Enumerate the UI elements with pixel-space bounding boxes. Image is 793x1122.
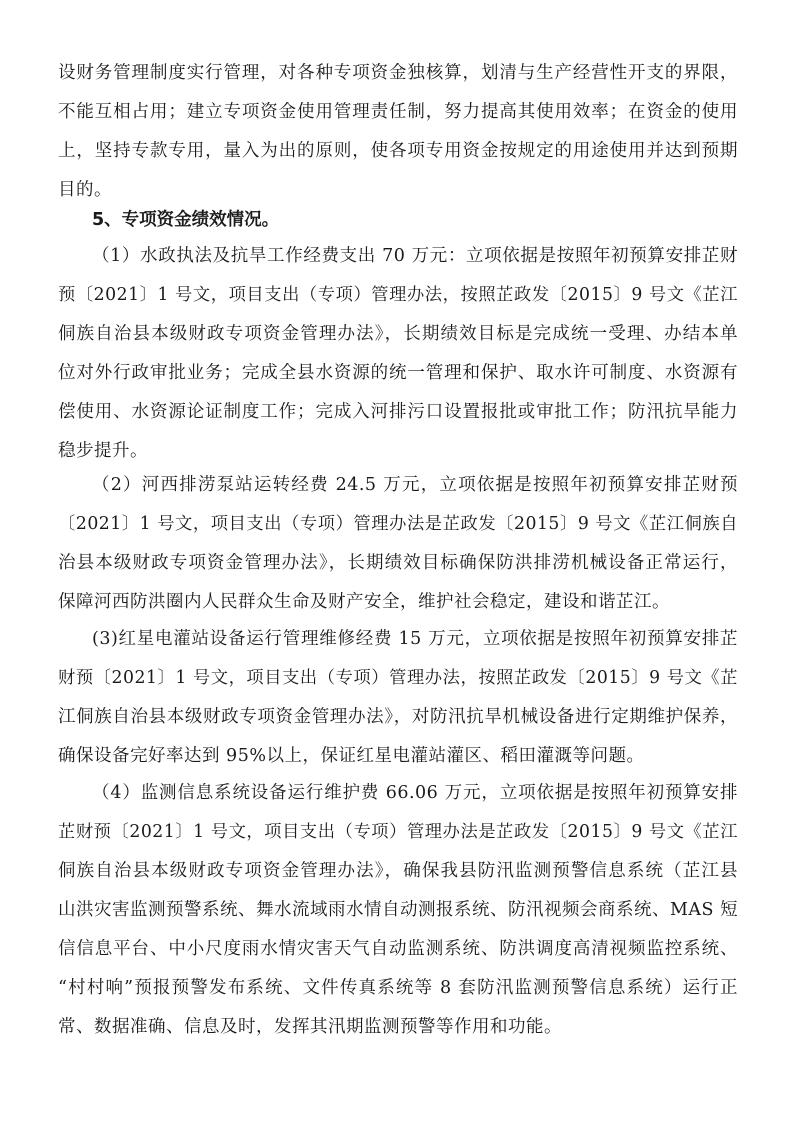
intro-line-2: 不能互相占用；建立专项资金使用管理责任制，努力提高其使用效率；在资金的使用	[58, 102, 738, 122]
para2-line-2: 〔2021〕1 号文，项目支出（专项）管理办法是芷政发〔2015〕9 号文《芷江侗族自	[58, 514, 738, 534]
para4-line-5: 信信息平台、中小尺度雨水情灾害天气自动监测系统、防洪调度高清视频监控系统、	[58, 939, 738, 959]
para2-line-4: 保障河西防洪圈内人民群众生命及财产安全，维护社会稳定，建设和谐芷江。	[58, 592, 670, 612]
para3-line-1: (3)红星电灌站设备运行管理维修经费 15 万元，立项依据是按照年初预算安排芷	[92, 629, 738, 649]
para3-line-4: 确保设备完好率达到 95%以上，保证红星电灌站灌区、稻田灌溉等问题。	[58, 746, 645, 766]
para4-line-7: 常、数据准确、信息及时，发挥其汛期监测预警等作用和功能。	[58, 1017, 562, 1037]
para4-line-4: 山洪灾害监测预警系统、舞水流域雨水情自动测报系统、防汛视频会商系统、MAS 短	[58, 900, 739, 920]
para3-line-2: 财预〔2021〕1 号文，项目支出（专项）管理办法，按照芷政发〔2015〕9 号文《芷	[58, 668, 738, 688]
para3-line-3: 江侗族自治县本级财政专项资金管理办法》，对防汛抗旱机械设备进行定期维护保养，	[58, 707, 738, 727]
para2-line-3: 治县本级财政专项资金管理办法》，长期绩效目标确保防洪排涝机械设备正常运行，	[58, 553, 738, 573]
para1-line-1: （1）水政执法及抗旱工作经费支出 70 万元：立项依据是按照年初预算安排芷财	[92, 246, 738, 266]
intro-line-1: 设财务管理制度实行管理，对各种专项资金独核算，划清与生产经营性开支的界限，	[58, 63, 738, 83]
intro-line-4: 目的。	[58, 180, 112, 200]
para4-line-2: 芷财预〔2021〕1 号文，项目支出（专项）管理办法是芷政发〔2015〕9 号文《芷江	[58, 822, 738, 842]
para4-line-1: （4）监测信息系统设备运行维护费 66.06 万元，立项依据是按照年初预算安排	[92, 783, 738, 803]
intro-line-3: 上，坚持专款专用，量入为出的原则，使各项专用资金按规定的用途使用并达到预期	[58, 141, 738, 161]
para1-line-5: 偿使用、水资源论证制度工作；完成入河排污口设置报批或审批工作；防汛抗旱能力	[58, 402, 738, 422]
para2-line-1: （2）河西排涝泵站运转经费 24.5 万元，立项依据是按照年初预算安排芷财预	[92, 475, 738, 495]
para1-line-3: 侗族自治县本级财政专项资金管理办法》，长期绩效目标是完成统一受理、办结本单	[58, 324, 738, 344]
para1-line-6: 稳步提升。	[58, 441, 148, 461]
para1-line-2: 预〔2021〕1 号文，项目支出（专项）管理办法，按照芷政发〔2015〕9 号文《芷江	[58, 285, 738, 305]
section-heading: 5、专项资金绩效情况。	[92, 210, 280, 230]
para1-line-4: 位对外行政审批业务；完成全县水资源的统一管理和保护、取水许可制度、水资源有	[58, 363, 738, 383]
para4-line-6: “村村响”预报预警发布系统、文件传真系统等 8 套防汛监测预警信息系统）运行正	[58, 978, 738, 998]
para4-line-3: 侗族自治县本级财政专项资金管理办法》，确保我县防汛监测预警信息系统（芷江县	[58, 861, 738, 881]
